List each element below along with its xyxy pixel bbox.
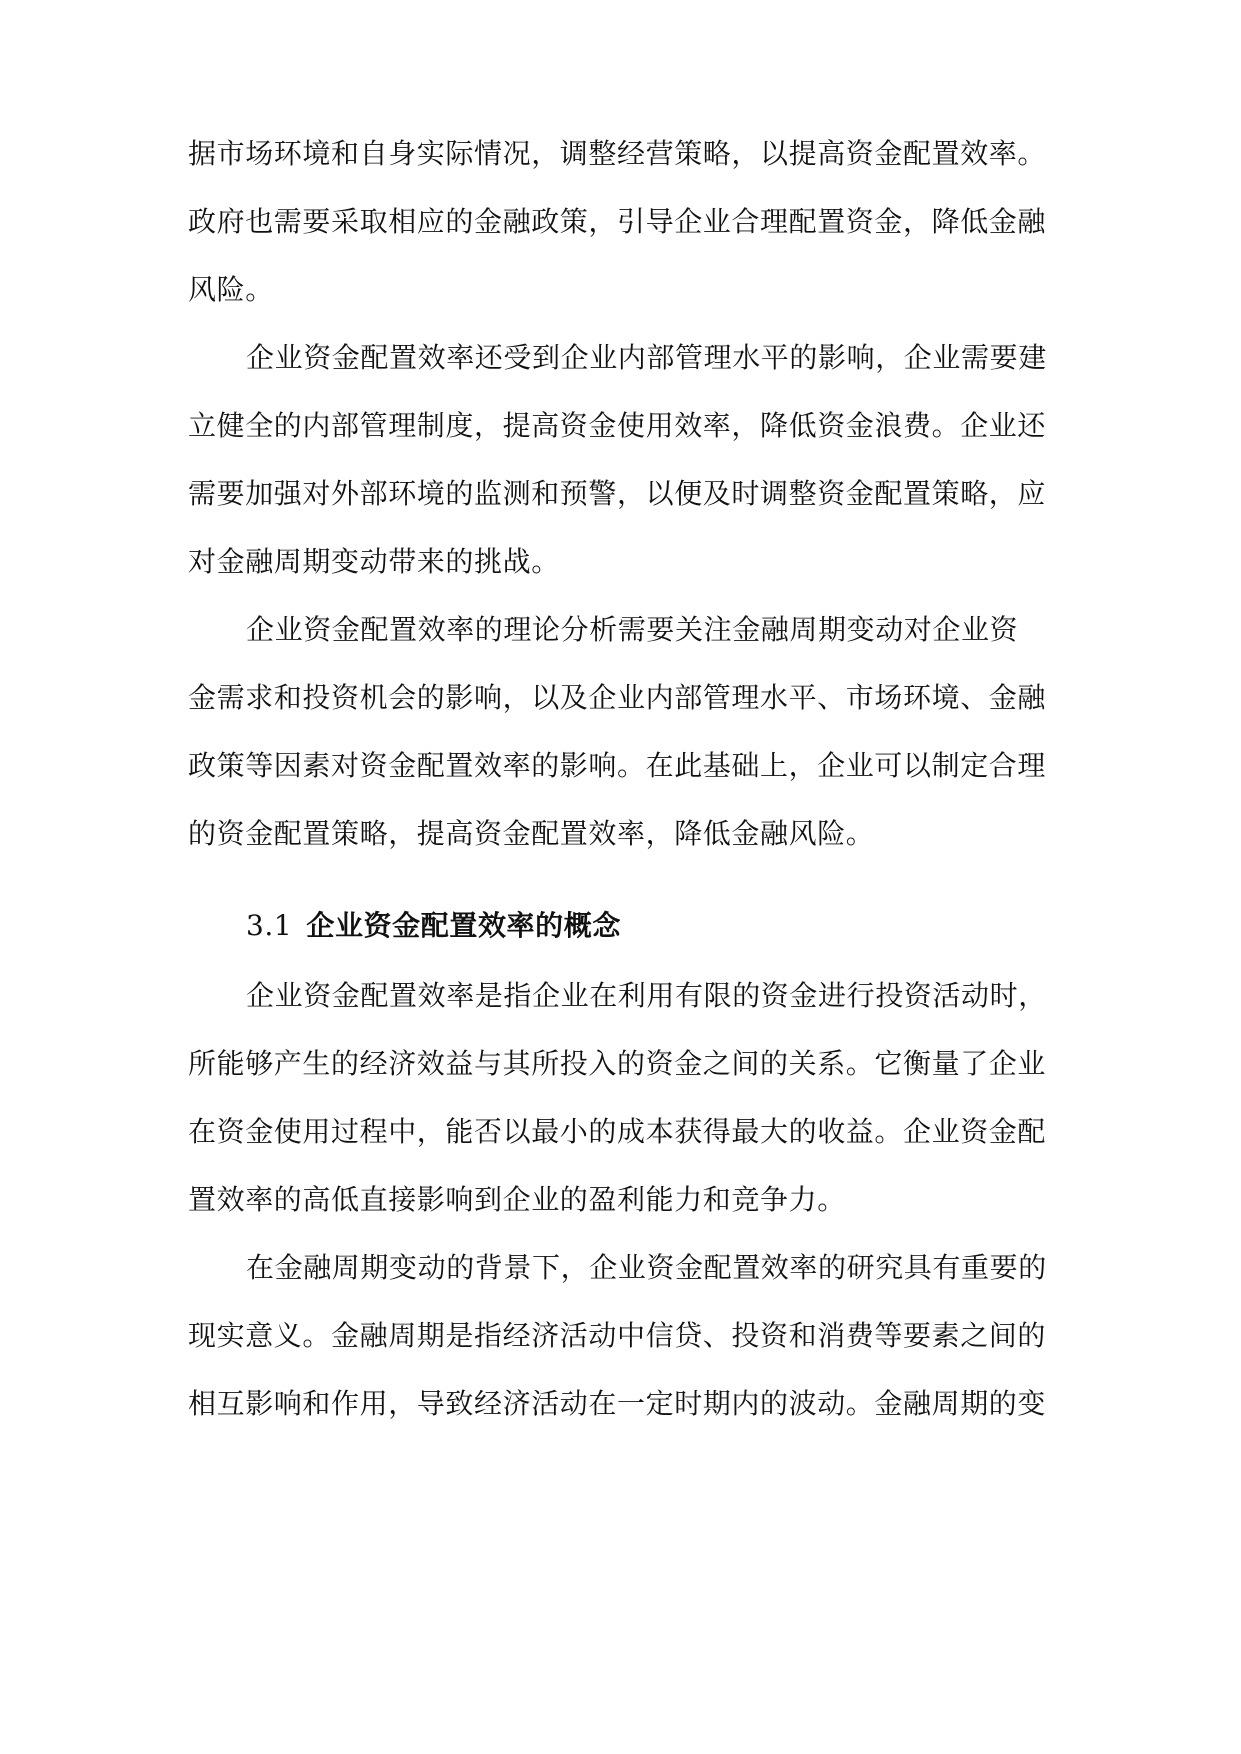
- paragraph-2-line-3: 需要加强对外部环境的监测和预警，以便及时调整资金配置策略，应: [188, 477, 1047, 510]
- section-paragraph-2-line-3: 相互影响和作用，导致经济活动在一定时期内的波动。金融周期的变: [188, 1387, 1047, 1420]
- paragraph-3-line-1: 企业资金配置效率的理论分析需要关注金融周期变动对企业资: [246, 613, 1019, 646]
- paragraph-2-line-2: 立健全的内部管理制度，提高资金使用效率，降低资金浪费。企业还: [188, 409, 1047, 442]
- section-heading: [246, 906, 621, 946]
- paragraph-1-line-2: 政府也需要采取相应的金融政策，引导企业合理配置资金，降低金融: [188, 205, 1047, 238]
- section-paragraph-1-line-3: 在资金使用过程中，能否以最小的成本获得最大的收益。企业资金配: [188, 1115, 1047, 1148]
- paragraph-3-line-2: 金需求和投资机会的影响，以及企业内部管理水平、市场环境、金融: [188, 681, 1047, 714]
- paragraph-1-line-1: 据市场环境和自身实际情况，调整经营策略，以提高资金配置效率。: [188, 137, 1047, 170]
- section-paragraph-2-line-2: 现实意义。金融周期是指经济活动中信贷、投资和消费等要素之间的: [188, 1319, 1047, 1352]
- paragraph-2-line-1: 企业资金配置效率还受到企业内部管理水平的影响，企业需要建: [246, 341, 1047, 374]
- paragraph-3-line-4: 的资金配置策略，提高资金配置效率，降低金融风险。: [188, 817, 875, 850]
- section-title: 企业资金配置效率的概念: [306, 909, 621, 942]
- section-paragraph-1-line-4: 置效率的高低直接影响到企业的盈利能力和竞争力。: [188, 1183, 846, 1216]
- paragraph-3-line-3: 政策等因素对资金配置效率的影响。在此基础上，企业可以制定合理: [188, 749, 1047, 782]
- section-number: 3.1: [246, 909, 293, 942]
- paragraph-1-line-3: 风险。: [188, 273, 274, 306]
- section-paragraph-1-line-1: 企业资金配置效率是指企业在利用有限的资金进行投资活动时，: [246, 979, 1047, 1012]
- paragraph-2-line-4: 对金融周期变动带来的挑战。: [188, 545, 560, 578]
- section-paragraph-2-line-1: 在金融周期变动的背景下，企业资金配置效率的研究具有重要的: [246, 1251, 1047, 1284]
- section-paragraph-1-line-2: 所能够产生的经济效益与其所投入的资金之间的关系。它衡量了企业: [188, 1047, 1047, 1080]
